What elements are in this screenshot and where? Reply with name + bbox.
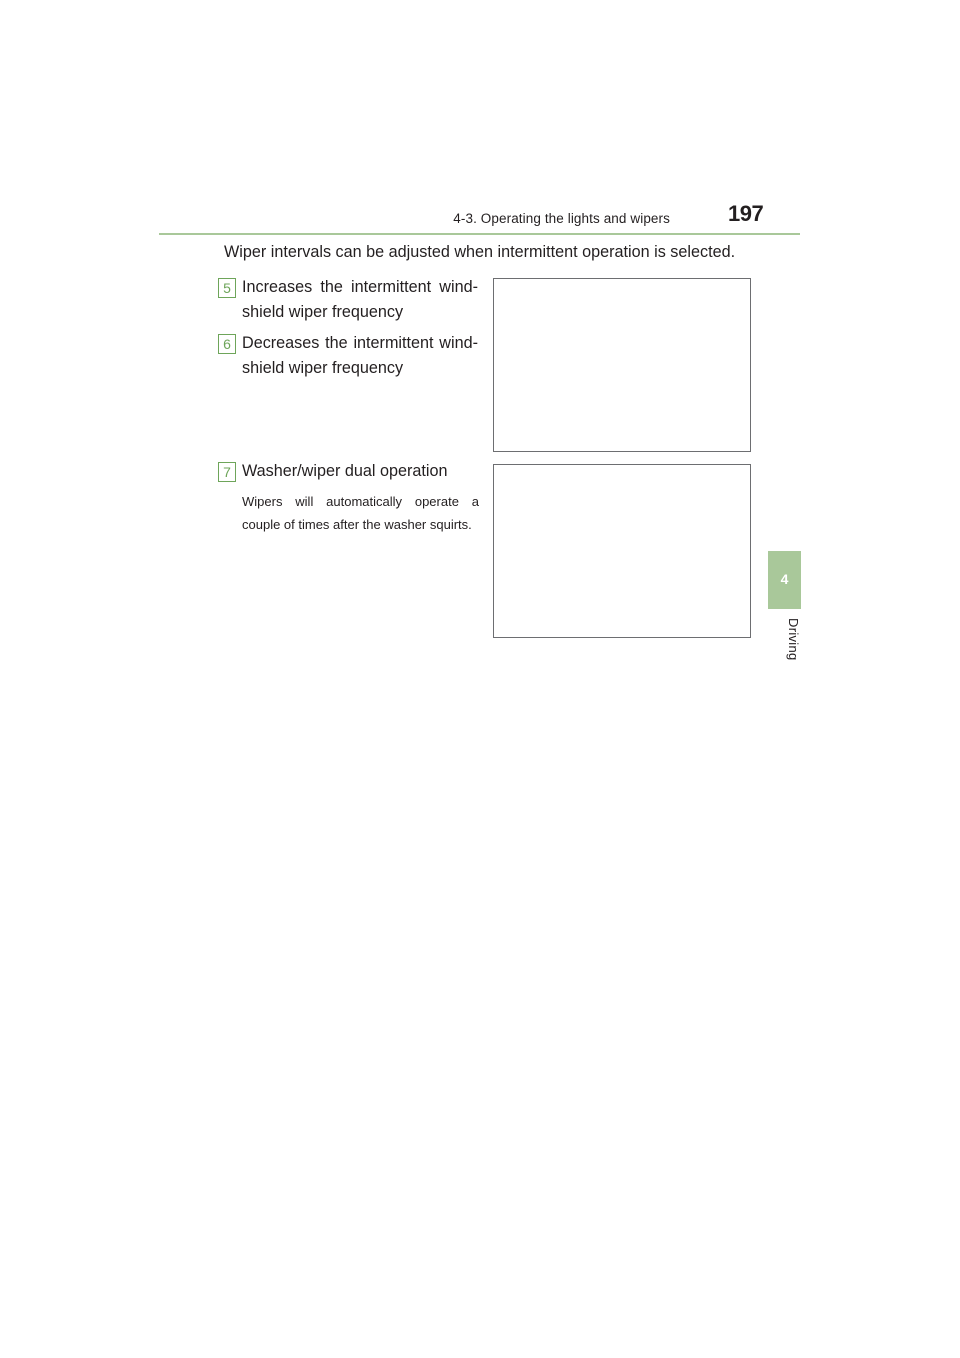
intro-paragraph: Wiper intervals can be adjusted when intermittent operation is selected. [224, 243, 736, 261]
callout-number: 6 [218, 334, 236, 354]
header-rule [159, 233, 800, 235]
chapter-label: Driving [786, 618, 801, 661]
page-number: 197 [728, 201, 764, 226]
callout-number: 7 [218, 462, 236, 482]
note-paragraph: Wipers will automatically operate a couple of times after the washer squirts. [242, 494, 479, 532]
callout-number: 5 [218, 278, 236, 298]
callout-text: Washer/wiper dual operation [242, 462, 448, 480]
figure-wiper-interval [493, 278, 751, 452]
figure-washer-operation [493, 464, 751, 638]
callout-text: Decreases the intermittent wind-shield wiper frequency [242, 334, 478, 377]
chapter-tab [768, 551, 801, 609]
chapter-number: 4 [780, 571, 789, 587]
section-header: 4-3. Operating the lights and wipers [453, 211, 670, 226]
callout-text: Increases the intermittent wind-shield wiper frequency [242, 278, 478, 321]
